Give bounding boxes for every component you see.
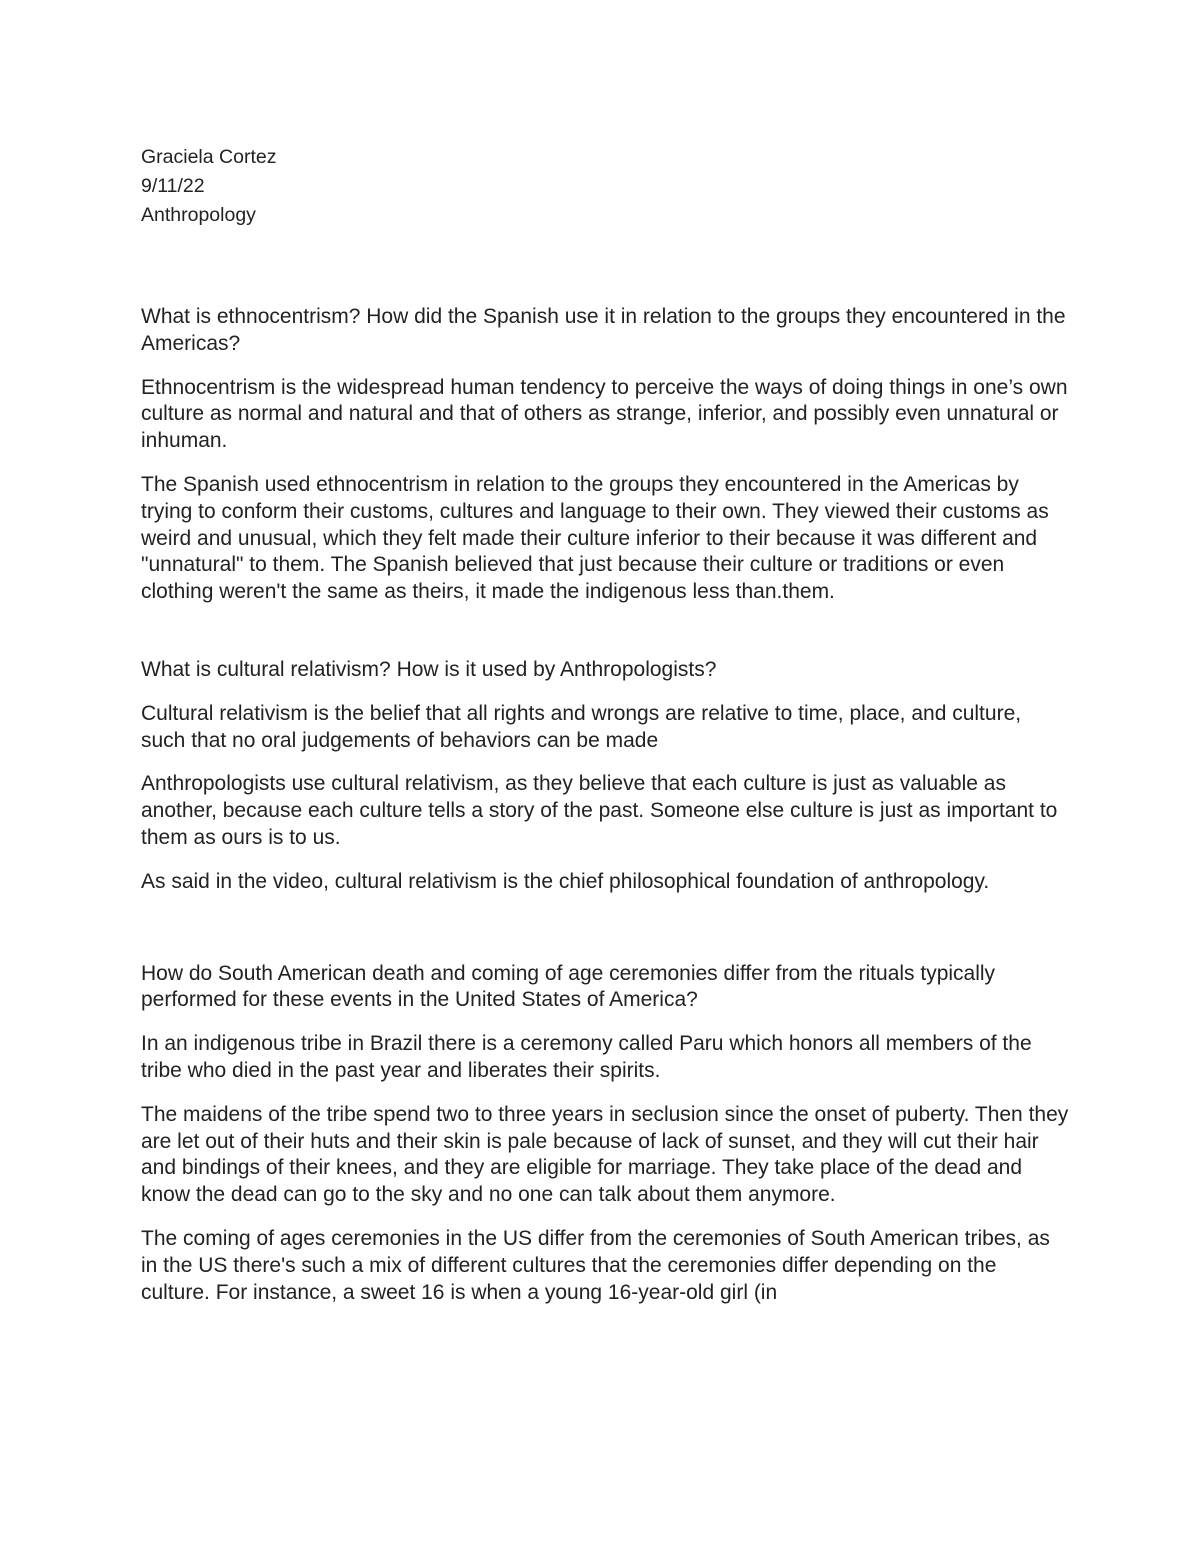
section-spacer xyxy=(141,623,1071,657)
answer-paragraph: The coming of ages ceremonies in the US differ from the ceremonies of South American tribes, as in the US there's such a mix of different cultures that the ceremonies differ depending on the culture. For instance, a sweet 16 is when a young 16-year-old girl (in xyxy=(141,1226,1050,1304)
question-1: What is ethnocentrism? How did the Spanish use it in relation to the groups they encountered in the Americas? xyxy=(141,305,1066,355)
answer-paragraph: The Spanish used ethnocentrism in relation to the groups they encountered in the Americas by trying to conform their customs, cultures and language to their own. They viewed their customs as weird and unusual, which they felt made their culture inferior to their because it was different and "unnatural" to them. The Spanish believed that just because their culture or traditions or even clothing weren't the same as theirs, it made the indigenous less than.them. xyxy=(141,472,1049,604)
author-name: Graciela Cortez xyxy=(141,146,277,168)
question-2: What is cultural relativism? How is it used by Anthropologists? xyxy=(141,657,717,681)
answer-paragraph: Ethnocentrism is the widespread human tendency to perceive the ways of doing things in one’s own culture as normal and natural and that of others as strange, inferior, and possibly even unnatural or inhuman. xyxy=(141,375,1068,453)
document-header xyxy=(141,143,741,230)
answer-paragraph: Cultural relativism is the belief that all rights and wrongs are relative to time, place, and culture, such that no oral judgements of behaviors can be made xyxy=(141,701,1022,752)
question-3: How do South American death and coming of age ceremonies differ from the rituals typically performed for these events in the United States of America? xyxy=(141,961,996,1012)
answer-paragraph: In an indigenous tribe in Brazil there is a ceremony called Paru which honors all members of the tribe who died in the past year and liberates their spirits. xyxy=(141,1032,1032,1082)
document-body xyxy=(141,304,1071,1323)
section-ethnocentrism xyxy=(141,304,1071,606)
section-spacer xyxy=(141,913,1071,961)
section-cultural-relativism xyxy=(141,657,1071,896)
answer-paragraph: The maidens of the tribe spend two to three years in seclusion since the onset of puberty. Then they are let out of their huts and their skin is pale because of lack of sunset, and they will cut their hair and bindings of their knees, and they are eligible for marriage. They take place of the dead and know the dead can go to the sky and no one can talk about them anymore. xyxy=(141,1102,1069,1207)
course-name: Anthropology xyxy=(141,204,256,226)
answer-paragraph: Anthropologists use cultural relativism, as they believe that each culture is just as valuable as another, because each culture tells a story of the past. Someone else culture is just as important to them as ours is to us. xyxy=(141,772,1058,849)
answer-paragraph: As said in the video, cultural relativism is the chief philosophical foundation of anthropology. xyxy=(141,869,990,893)
section-ceremonies xyxy=(141,961,1071,1307)
document-date: 9/11/22 xyxy=(141,175,205,197)
